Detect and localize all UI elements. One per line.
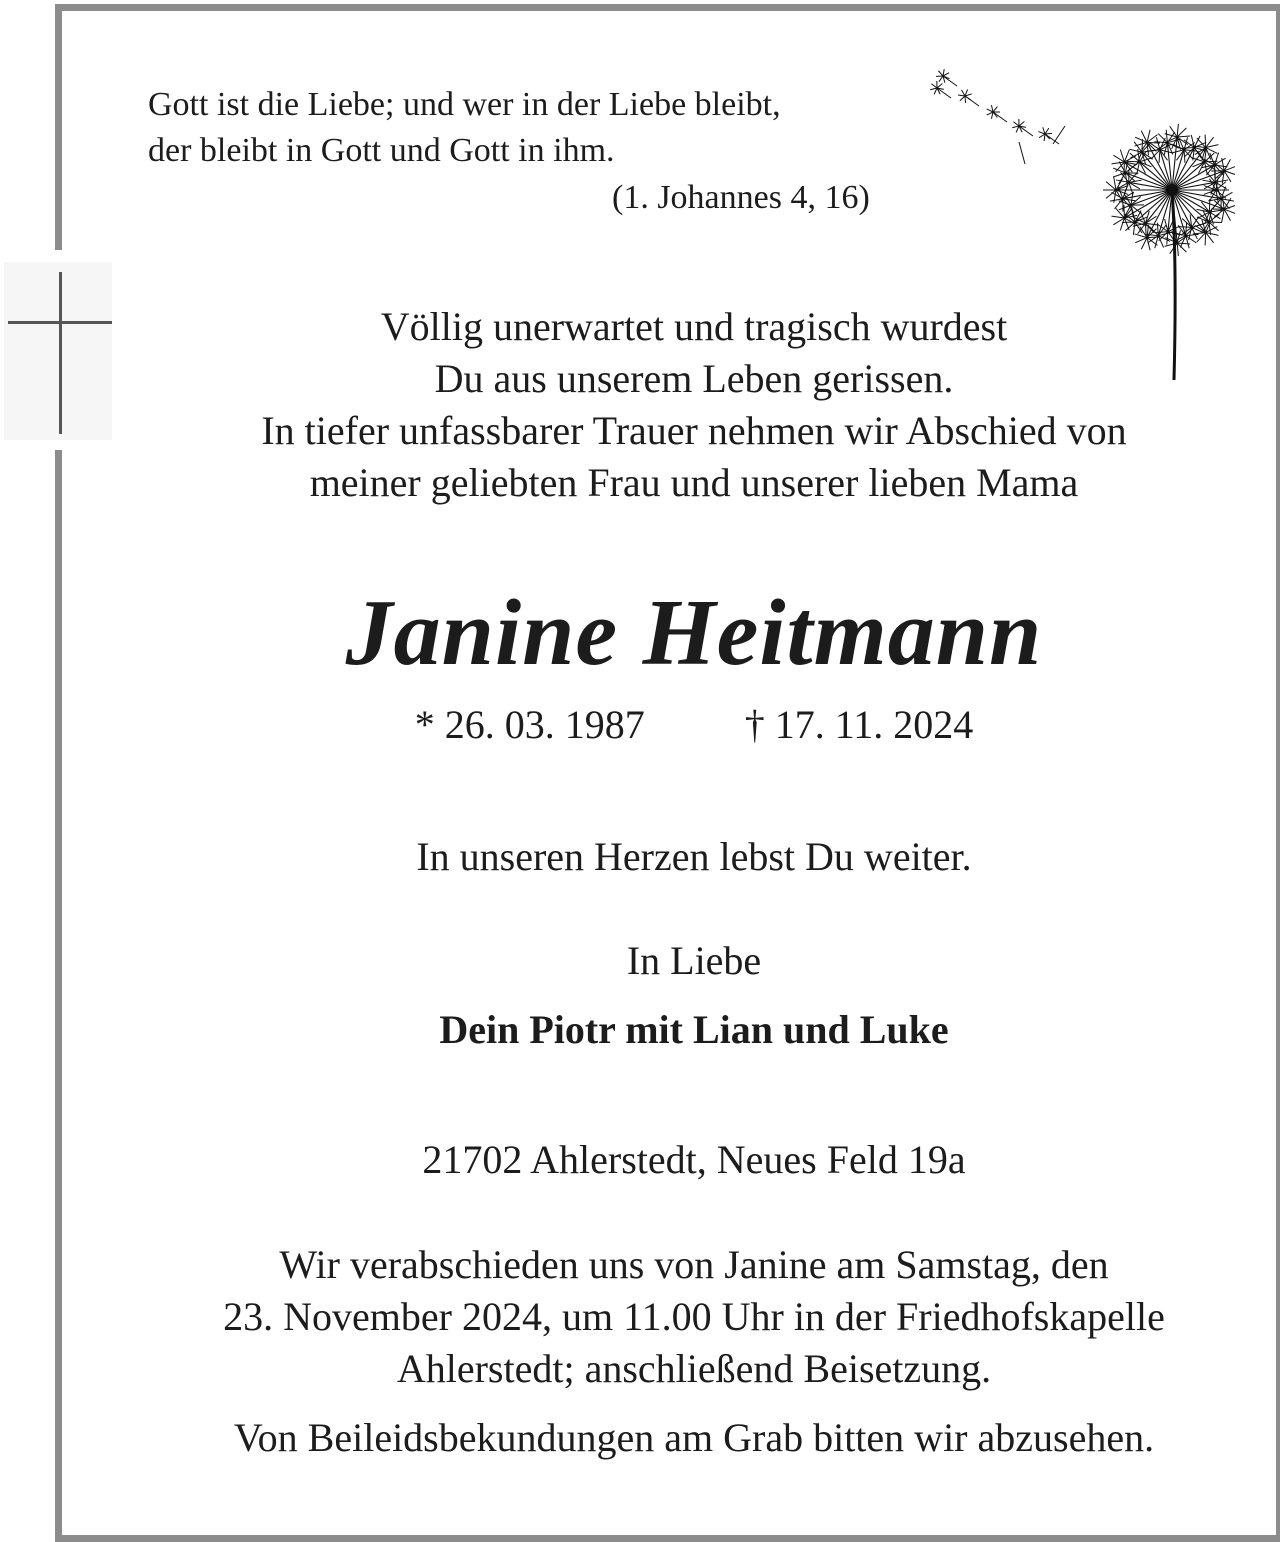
intro-text xyxy=(60,301,1280,509)
service-line-2: 23. November 2024, um 11.00 Uhr in der Friedhofskapelle xyxy=(60,1291,1280,1343)
intro-line-4: meiner geliebten Frau und unserer lieben Mama xyxy=(60,457,1280,509)
service-details xyxy=(60,1239,1280,1395)
verse-line-2: der bleibt in Gott und Gott in ihm. xyxy=(148,132,615,169)
address-line: 21702 Ahlerstedt, Neues Feld 19a xyxy=(60,1135,1280,1185)
in-love-line: In Liebe xyxy=(60,936,1280,986)
bible-verse xyxy=(148,82,781,174)
life-dates xyxy=(60,700,1280,750)
condolence-note: Von Beileidsbekundungen am Grab bitten wir abzusehen. xyxy=(60,1412,1280,1464)
family-signature: Dein Piotr mit Lian und Luke xyxy=(60,1004,1280,1056)
intro-line-3: In tiefer unfassbarer Trauer nehmen wir Abschied von xyxy=(60,405,1280,457)
intro-line-1: Völlig unerwartet und tragisch wurdest xyxy=(60,301,1280,353)
hearts-line: In unseren Herzen lebst Du weiter. xyxy=(60,832,1280,882)
intro-line-2: Du aus unserem Leben gerissen. xyxy=(60,353,1280,405)
verse-line-1: Gott ist die Liebe; und wer in der Liebe bleibt, xyxy=(148,86,781,123)
birth-date: * 26. 03. 1987 xyxy=(415,702,645,747)
deceased-name: Janine Heitmann xyxy=(60,578,1280,688)
service-line-1: Wir verabschieden uns von Janine am Samstag, den xyxy=(60,1239,1280,1291)
verse-reference: (1. Johannes 4, 16) xyxy=(612,178,870,218)
death-date: † 17. 11. 2024 xyxy=(745,702,974,747)
service-line-3: Ahlerstedt; anschließend Beisetzung. xyxy=(60,1343,1280,1395)
